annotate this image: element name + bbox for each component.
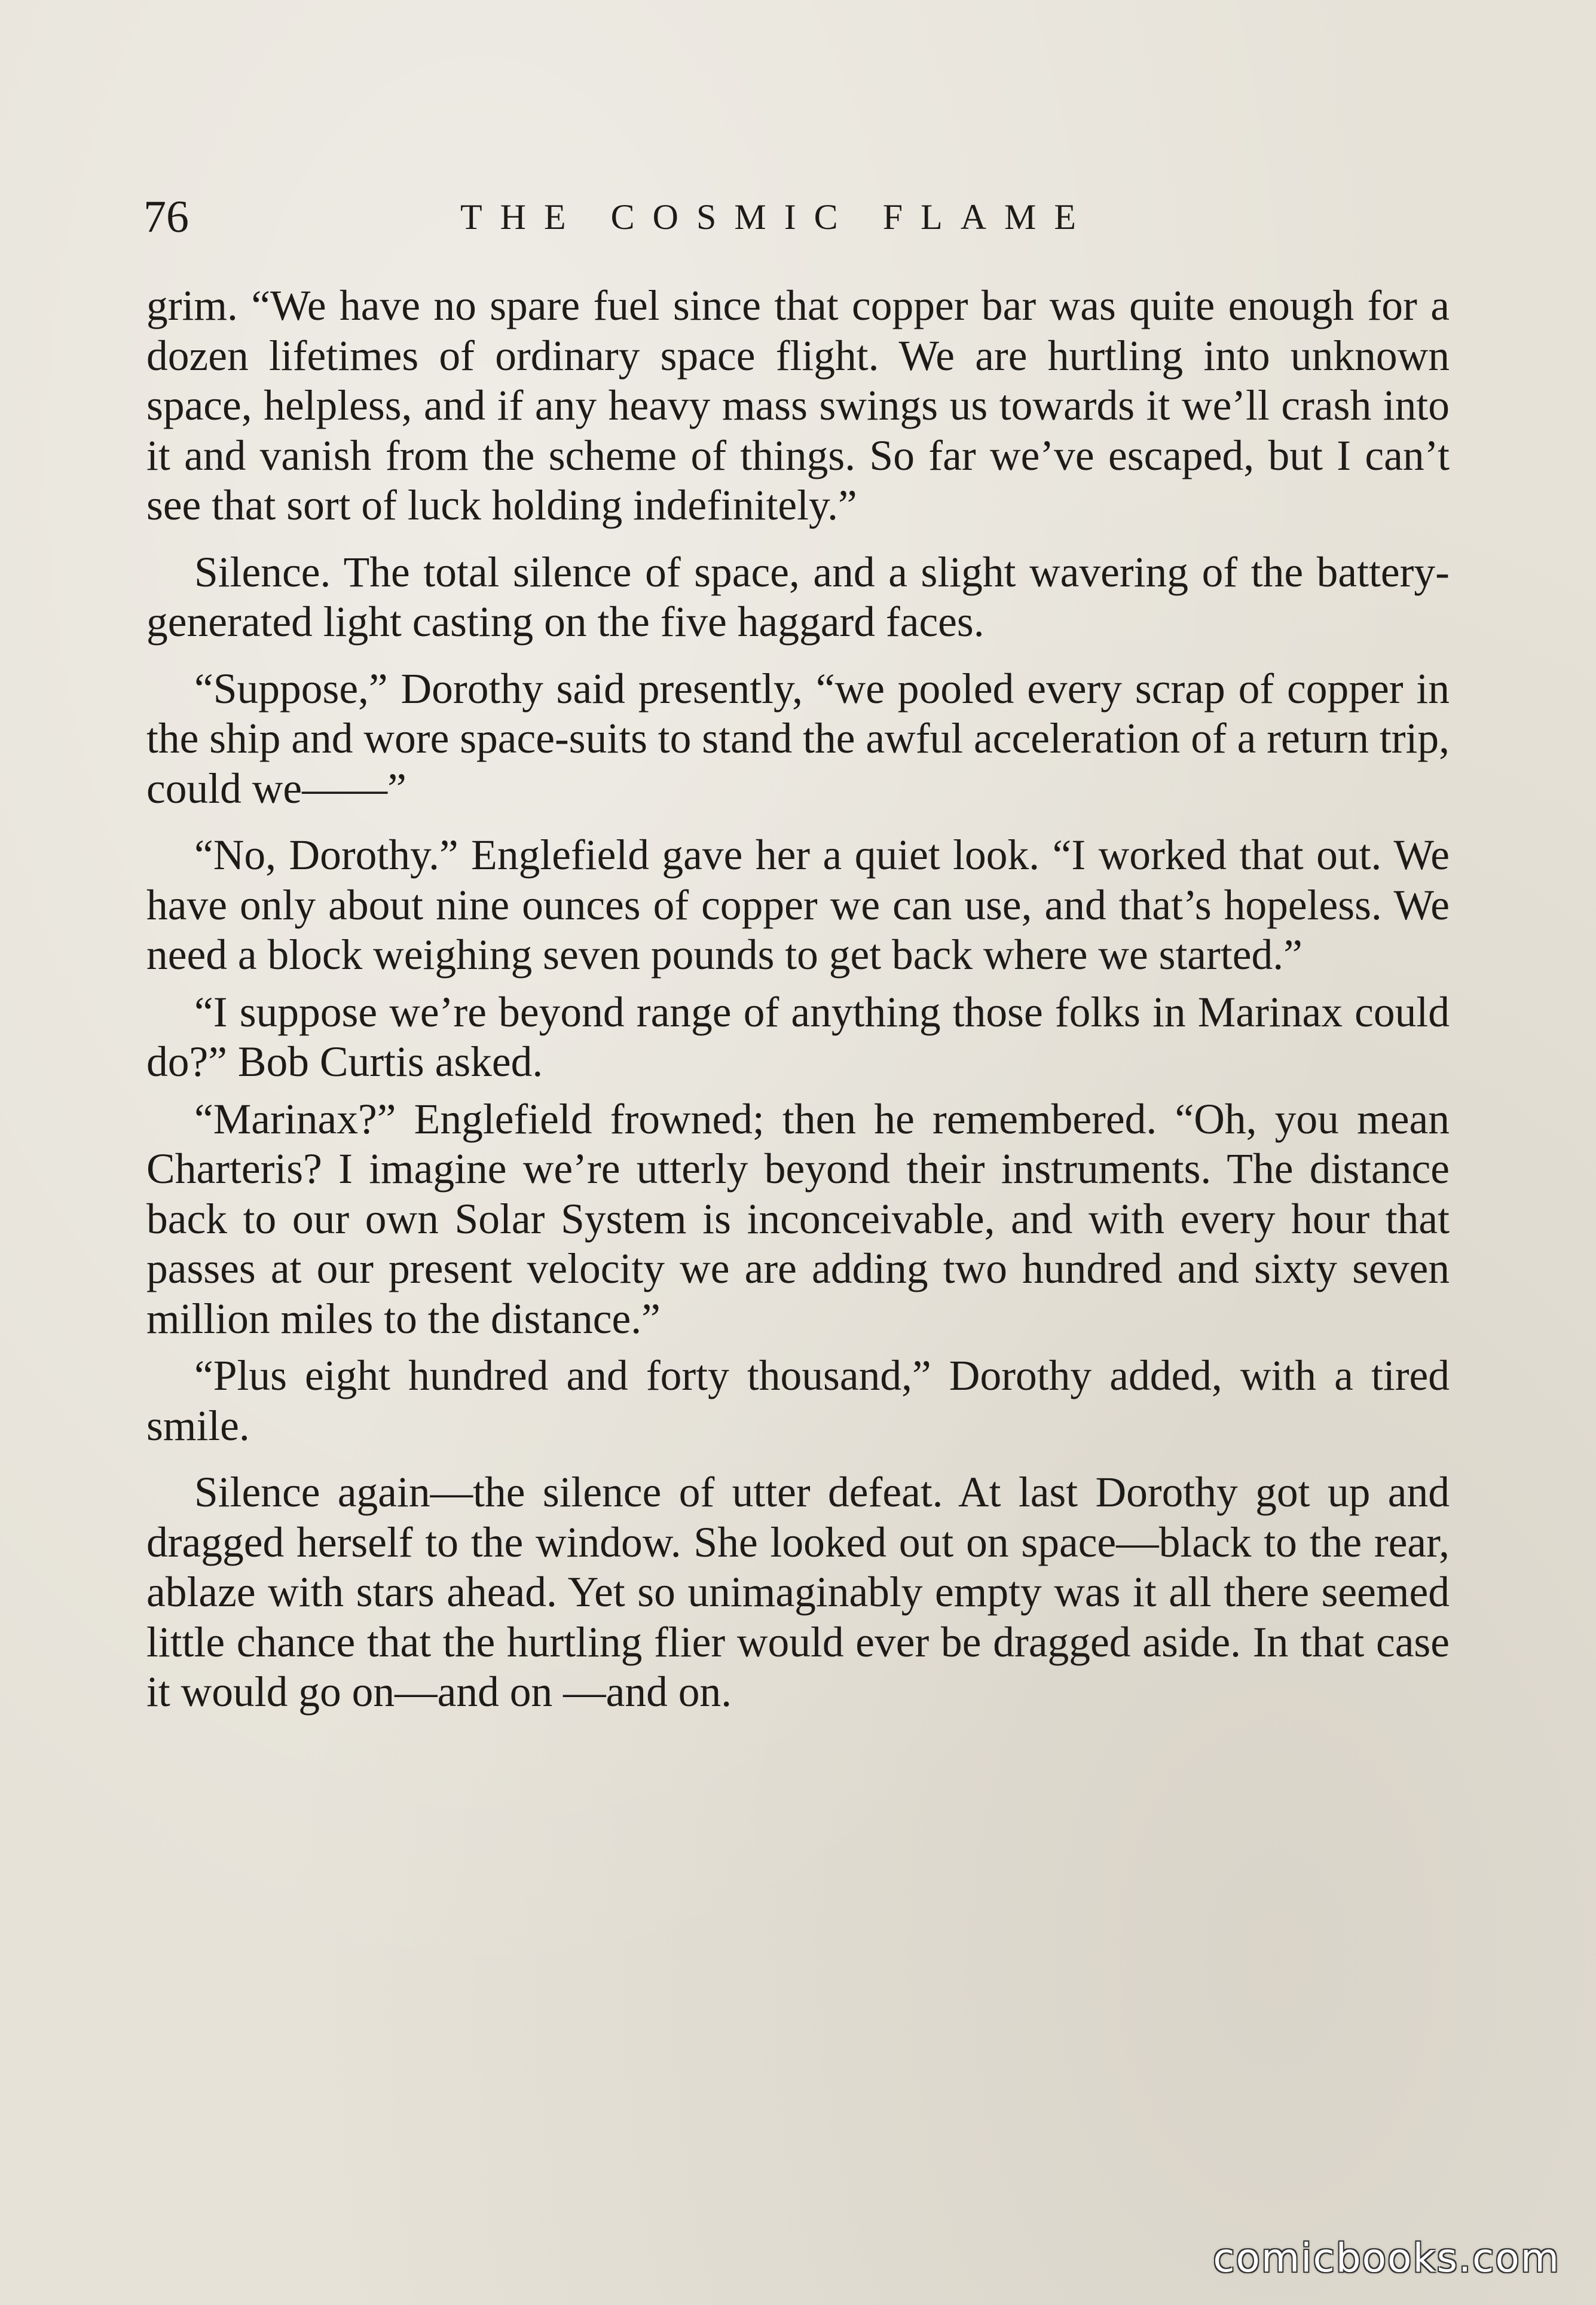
paragraph: “Plus eight hundred and forty thousand,” Dorothy added, with a tired smile. xyxy=(146,1352,1450,1450)
page-header xyxy=(143,190,1459,244)
paragraph: “No, Dorothy.” Englefield gave her a quiet look. “I worked that out. We have only about nine ounces of copper we can use, and that’s hopeless. We need a block weighing seven pounds to get back where we started.” xyxy=(146,831,1450,979)
paragraph: Silence. The total silence of space, and a slight wavering of the battery-generated light casting on the five haggard faces. xyxy=(146,548,1450,646)
watermark: comicbooks.com xyxy=(1213,2235,1560,2281)
paragraph: “Suppose,” Dorothy said presently, “we pooled every scrap of copper in the ship and wore space-suits to stand the awful acceleration of a return trip, could we——” xyxy=(146,665,1450,812)
paragraph: grim. “We have no spare fuel since that copper bar was quite enough for a dozen lifetimes of ordinary space flight. We are hurtling into unknown space, helpless, and if any heavy mass swings us towards it we’ll crash into it and vanish from the scheme of things. So far we’ve escaped, but I can’t see that sort of luck holding indefinitely.” xyxy=(146,282,1450,529)
paragraph: “I suppose we’re beyond range of anything those folks in Marinax could do?” Bob Curtis asked. xyxy=(146,988,1450,1086)
body-text xyxy=(146,281,1450,1734)
paragraph: Silence again—the silence of utter defeat. At last Dorothy got up and dragged herself to the window. She looked out on space—black to the rear, ablaze with stars ahead. Yet so unimaginably empty was it all there seemed little chance that the hurtling flier would ever be dragged aside. In that case it would go on—and on —and on. xyxy=(146,1469,1450,1716)
page-number: 76 xyxy=(143,192,189,242)
paragraph: “Marinax?” Englefield frowned; then he remembered. “Oh, you mean Charteris? I imagine we’re utterly beyond their instruments. The distance back to our own Solar System is inconceivable, and with every hour that passes at our present velocity we are adding two hundred and sixty seven million miles to the distance.” xyxy=(146,1095,1450,1343)
running-title: THE COSMIC FLAME xyxy=(460,197,1094,237)
